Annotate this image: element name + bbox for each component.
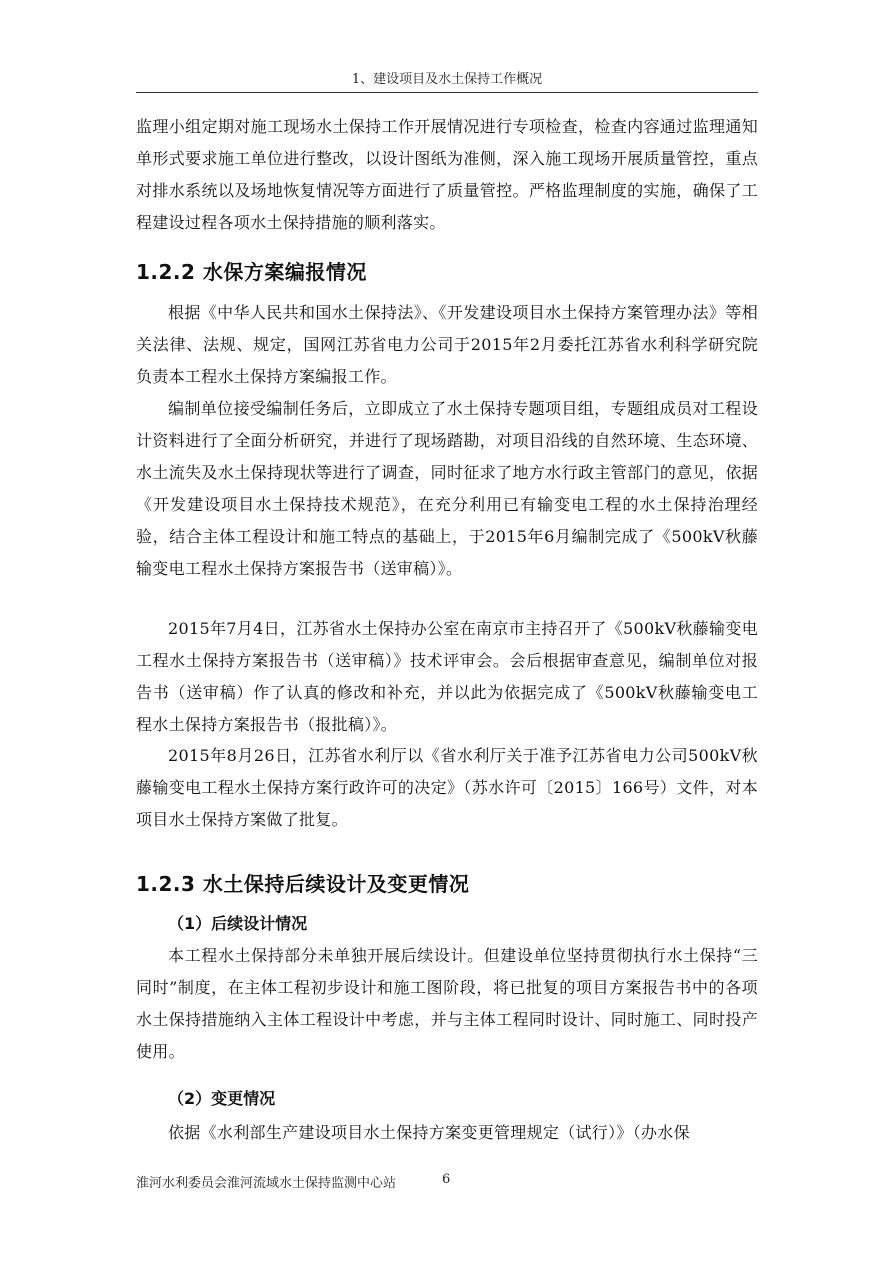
subheading-changes: （2）变更情况 bbox=[168, 1089, 276, 1108]
paragraph-followup-design: 本工程水土保持部分未单独开展后续设计。但建设单位坚持贯彻执行水土保持“三同时”制度，在主体工程初步设计和施工图阶段，将已批复的项目方案报告书中的各项水土保持措施纳入主体工程设计中考虑，并与主体工程同时设计、同时施工、同时投产使用。 bbox=[136, 946, 758, 1061]
paragraph-changes: 依据《水利部生产建设项目水土保持方案变更管理规定（试行）》（办水保 bbox=[168, 1123, 690, 1142]
footer-organization: 淮河水利委员会淮河流域水土保持监测中心站 bbox=[136, 1176, 397, 1191]
paragraph-approval: 2015年8月26日，江苏省水利厅以《省水利厅关于准予江苏省电力公司500kV秋藤输变电工程水土保持方案行政许可的决定》（苏水许可〔2015〕166号）文件，对本项目水土保持方案做了批复。 bbox=[136, 746, 758, 829]
page-number: 6 bbox=[442, 1172, 451, 1187]
paragraph-review-meeting: 2015年7月4日，江苏省水土保持办公室在南京市主持召开了《500kV秋藤输变电工程水土保持方案报告书（送审稿）》技术评审会。会后根据审查意见，编制单位对报告书（送审稿）作了认真的修改和补充，并以此为依据完成了《500kV秋藤输变电工程水土保持方案报告书（报批稿）》。 bbox=[136, 619, 758, 734]
paragraph-plan-compiling: 编制单位接受编制任务后，立即成立了水土保持专题项目组，专题组成员对工程设计资料进行了全面分析研究，并进行了现场踏勘，对项目沿线的自然环境、生态环境、水土流失及水土保持现状等进行了调查，同时征求了地方水行政主管部门的意见，依据《开发建设项目水土保持技术规范》，在充分利用已有输变电工程的水土保持治理经验，结合主体工程设计和施工特点的基础上，于2015年6月编制完成了《500kV秋藤输变电工程水土保持方案报告书（送审稿）》。 bbox=[136, 399, 758, 578]
subheading-followup-design: （1）后续设计情况 bbox=[168, 914, 308, 933]
page-header: 1、建设项目及水土保持工作概况 bbox=[351, 72, 543, 87]
header-divider bbox=[136, 92, 758, 93]
heading-plan-compilation: 1.2.2 水保方案编报情况 bbox=[136, 260, 367, 284]
paragraph-plan-basis: 根据《中华人民共和国水土保持法》、《开发建设项目水土保持方案管理办法》等相关法律、法规、规定，国网江苏省电力公司于2015年2月委托江苏省水利科学研究院负责本工程水土保持方案编报工作。 bbox=[136, 303, 758, 386]
heading-followup-design: 1.2.3 水土保持后续设计及变更情况 bbox=[136, 872, 470, 896]
paragraph-supervision: 监理小组定期对施工现场水土保持工作开展情况进行专项检查，检查内容通过监理通知单形式要求施工单位进行整改，以设计图纸为准侧，深入施工现场开展质量管控，重点对排水系统以及场地恢复情况等方面进行了质量管控。严格监理制度的实施，确保了工程建设过程各项水土保持措施的顺利落实。 bbox=[136, 117, 758, 232]
